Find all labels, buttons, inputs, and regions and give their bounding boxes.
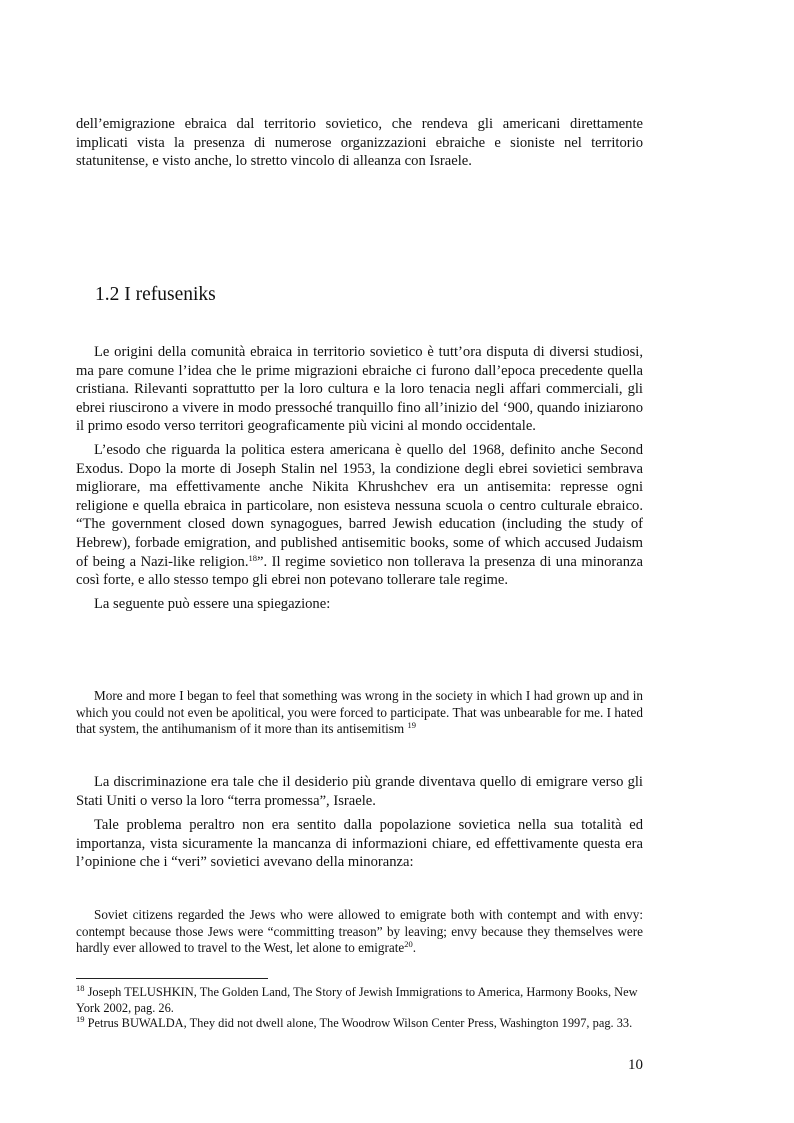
block-quote-1 <box>76 688 643 738</box>
footnote-18 <box>76 985 643 1016</box>
footnote-18-text: Joseph TELUSHKIN, The Golden Land, The Story of Jewish Immigrations to America, Harmony Books, New York 2002, pag. 26. <box>76 985 638 1015</box>
body-text <box>76 343 643 613</box>
block-quote-2 <box>76 907 643 957</box>
page-number: 10 <box>628 1057 643 1073</box>
footnote-ref-18: 18 <box>248 552 257 563</box>
paragraph-second-exodus-text: L’esodo che riguarda la politica estera americana è quello del 1968, definito anche Second Exodus. Dopo la morte di Joseph Stalin nel 1953, la condizione degli ebrei sovietici sembrava migliorare, ma effettivamente anche Nikita Khrushchev era un antisemita: represse ogni religione e quella ebraica in particolare, non esisteva nessuna scuola o centro culturale ebraico. “The government closed down synagogues, barred Jewish education (including the study of Hebrew), forbade emigration, and published antisemitic books, some of which accused Judaism of being a Nazi-like religion. <box>76 441 643 570</box>
footnote-ref-19: 19 <box>407 720 416 731</box>
body-text-2 <box>76 773 643 872</box>
block-quote-2-end: . <box>412 940 417 956</box>
paragraph-origins: Le origini della comunità ebraica in territorio sovietico è tutt’ora disputa di diversi studiosi, ma pare comune l’idea che le prime migrazioni ebraiche ci furono dall’epoca precedente quella cristiana. Rilevanti soprattutto per la loro cultura e la loro tenacia negli affari commerciali, gli ebrei riuscirono a vivere in modo pressoché tranquillo fino all’inizio del ‘900, quando iniziarono il primo esodo verso territori geograficamente più vicini al mondo occidentale. <box>76 344 643 435</box>
footnotes <box>76 985 643 1032</box>
footnote-ref-20: 20 <box>404 939 413 950</box>
footnote-18-number: 18 <box>76 983 85 993</box>
paragraph-second-exodus-end: ”. Il regime sovietico non tollerava la presenza di una minoranza così forte, e allo stesso tempo gli ebrei non potevano tollerare tale regime. <box>76 553 643 589</box>
footnote-19-number: 19 <box>76 1014 85 1025</box>
footnote-divider <box>76 978 268 979</box>
footnote-19 <box>76 1016 643 1032</box>
paragraph-second-exodus <box>76 441 643 590</box>
paragraph-discrimination: La discriminazione era tale che il desiderio più grande diventava quello di emigrare verso gli Stati Uniti o verso la loro “terra promessa”, Israele. <box>76 774 643 809</box>
footnote-19-text: Petrus BUWALDA, They did not dwell alone, The Woodrow Wilson Center Press, Washington 1997, pag. 33. <box>87 1016 633 1031</box>
block-quote-1-text: More and more I began to feel that something was wrong in the society in which I had grown up and in which you could not even be apolitical, you were forced to participate. That was unbearable for me. I hated that system, the antihumanism of it more than its antisemitism <box>76 688 643 737</box>
section-heading: 1.2 I refuseniks <box>95 284 216 305</box>
intro-paragraph: dell’emigrazione ebraica dal territorio sovietico, che rendeva gli americani direttamente implicati vista la presenza di numerose organizzazioni ebraiche e sioniste nel territorio statunitense, e visto anche, lo stretto vincolo di alleanza con Israele. <box>76 116 643 170</box>
block-quote-2-text: Soviet citizens regarded the Jews who were allowed to emigrate both with contempt and with envy: contempt because those Jews were “committing treason” by leaving; envy because they themselves were hardly ever allowed to travel to the West, let alone to emigrate <box>76 907 643 956</box>
paragraph-soviet-opinion: Tale problema peraltro non era sentito dalla popolazione sovietica nella sua totalità ed importanza, vista sicuramente la mancanza di informazioni chiare, ed effettivamente questa era l’opinione che i “veri” sovietici avevano della minoranza: <box>76 817 643 871</box>
paragraph-explanation-lead: La seguente può essere una spiegazione: <box>94 595 331 612</box>
